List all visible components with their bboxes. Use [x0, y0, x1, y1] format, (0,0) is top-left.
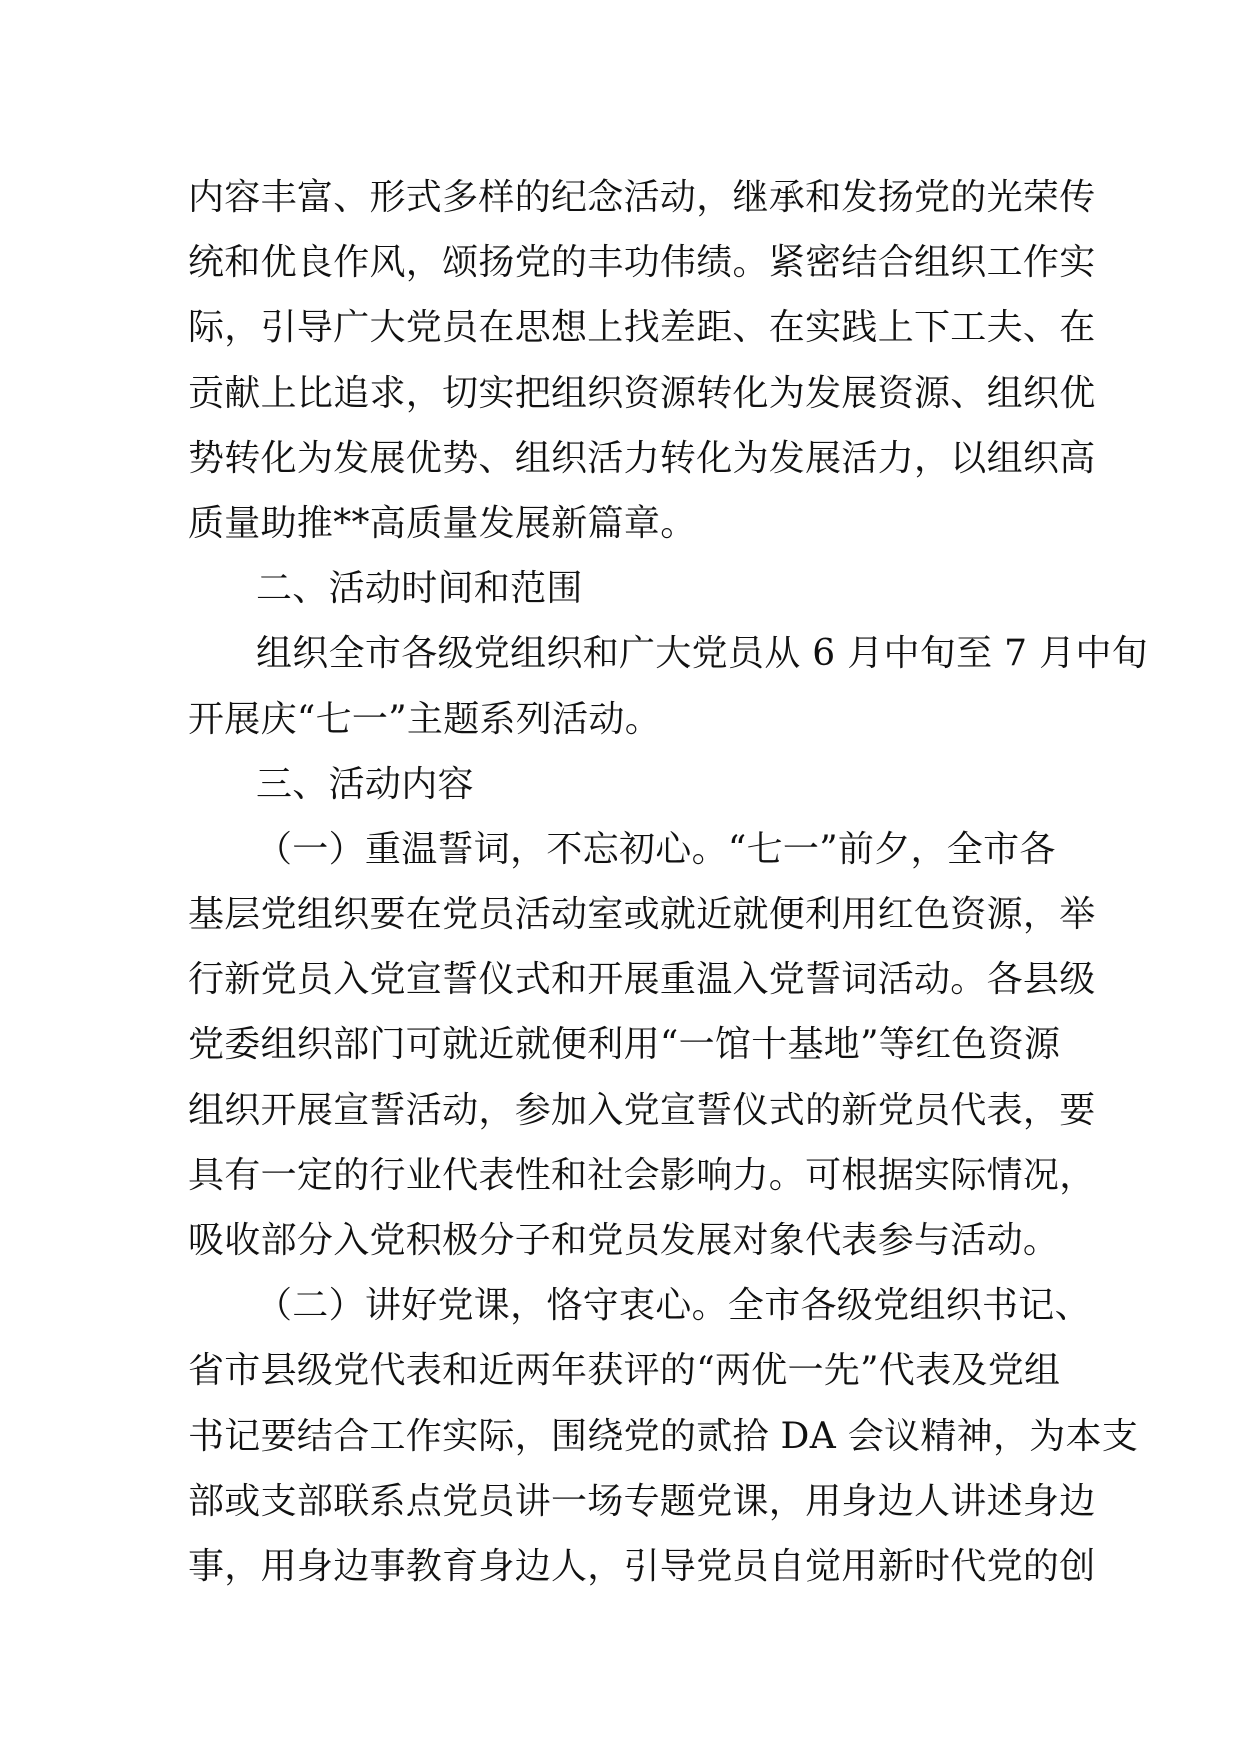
text-line: 势转化为发展优势、组织活力转化为发展活力，以组织高	[188, 437, 1096, 479]
section-heading: 三、活动内容	[256, 763, 474, 805]
section-heading: 二、活动时间和范围	[256, 568, 583, 610]
text-line: 事，用身边事教育身边人，引导党员自觉用新时代党的创	[188, 1545, 1096, 1587]
text-line: 省市县级党代表和近两年获评的“两优一先”代表及党组	[188, 1350, 1061, 1392]
text-line: 统和优良作风，颂扬党的丰功伟绩。紧密结合组织工作实	[188, 242, 1096, 284]
text-line: 际，引导广大党员在思想上找差距、在实践上下工夫、在	[188, 307, 1096, 349]
text-line: 组织开展宣誓活动，参加入党宣誓仪式的新党员代表，要	[188, 1089, 1096, 1131]
text-line: （一）重温誓词，不忘初心。“七一”前夕，全市各	[256, 828, 1056, 870]
text-line: 开展庆“七一”主题系列活动。	[188, 698, 662, 740]
text-line: 质量助推**高质量发展新篇章。	[188, 502, 697, 544]
text-line: 部或支部联系点党员讲一场专题党课，用身边人讲述身边	[188, 1480, 1096, 1522]
text-line: 具有一定的行业代表性和社会影响力。可根据实际情况，	[188, 1154, 1096, 1196]
text-line: 行新党员入党宣誓仪式和开展重温入党誓词活动。各县级	[188, 959, 1096, 1001]
text-line: 贡献上比追求，切实把组织资源转化为发展资源、组织优	[188, 372, 1096, 414]
text-line: 党委组织部门可就近就便利用“一馆十基地”等红色资源	[188, 1024, 1061, 1066]
text-line: 组织全市各级党组织和广大党员从 6 月中旬至 7 月中旬	[256, 633, 1148, 675]
text-line: （二）讲好党课，恪守衷心。全市各级党组织书记、	[256, 1285, 1091, 1327]
text-line: 吸收部分入党积极分子和党员发展对象代表参与活动。	[188, 1220, 1060, 1261]
text-line: 书记要结合工作实际，围绕党的贰拾 DA 会议精神，为本支	[188, 1415, 1139, 1457]
text-line: 内容丰富、形式多样的纪念活动，继承和发扬党的光荣传	[188, 177, 1096, 218]
document-body	[188, 165, 1148, 1599]
text-line: 基层党组织要在党员活动室或就近就便利用红色资源，举	[188, 894, 1096, 936]
